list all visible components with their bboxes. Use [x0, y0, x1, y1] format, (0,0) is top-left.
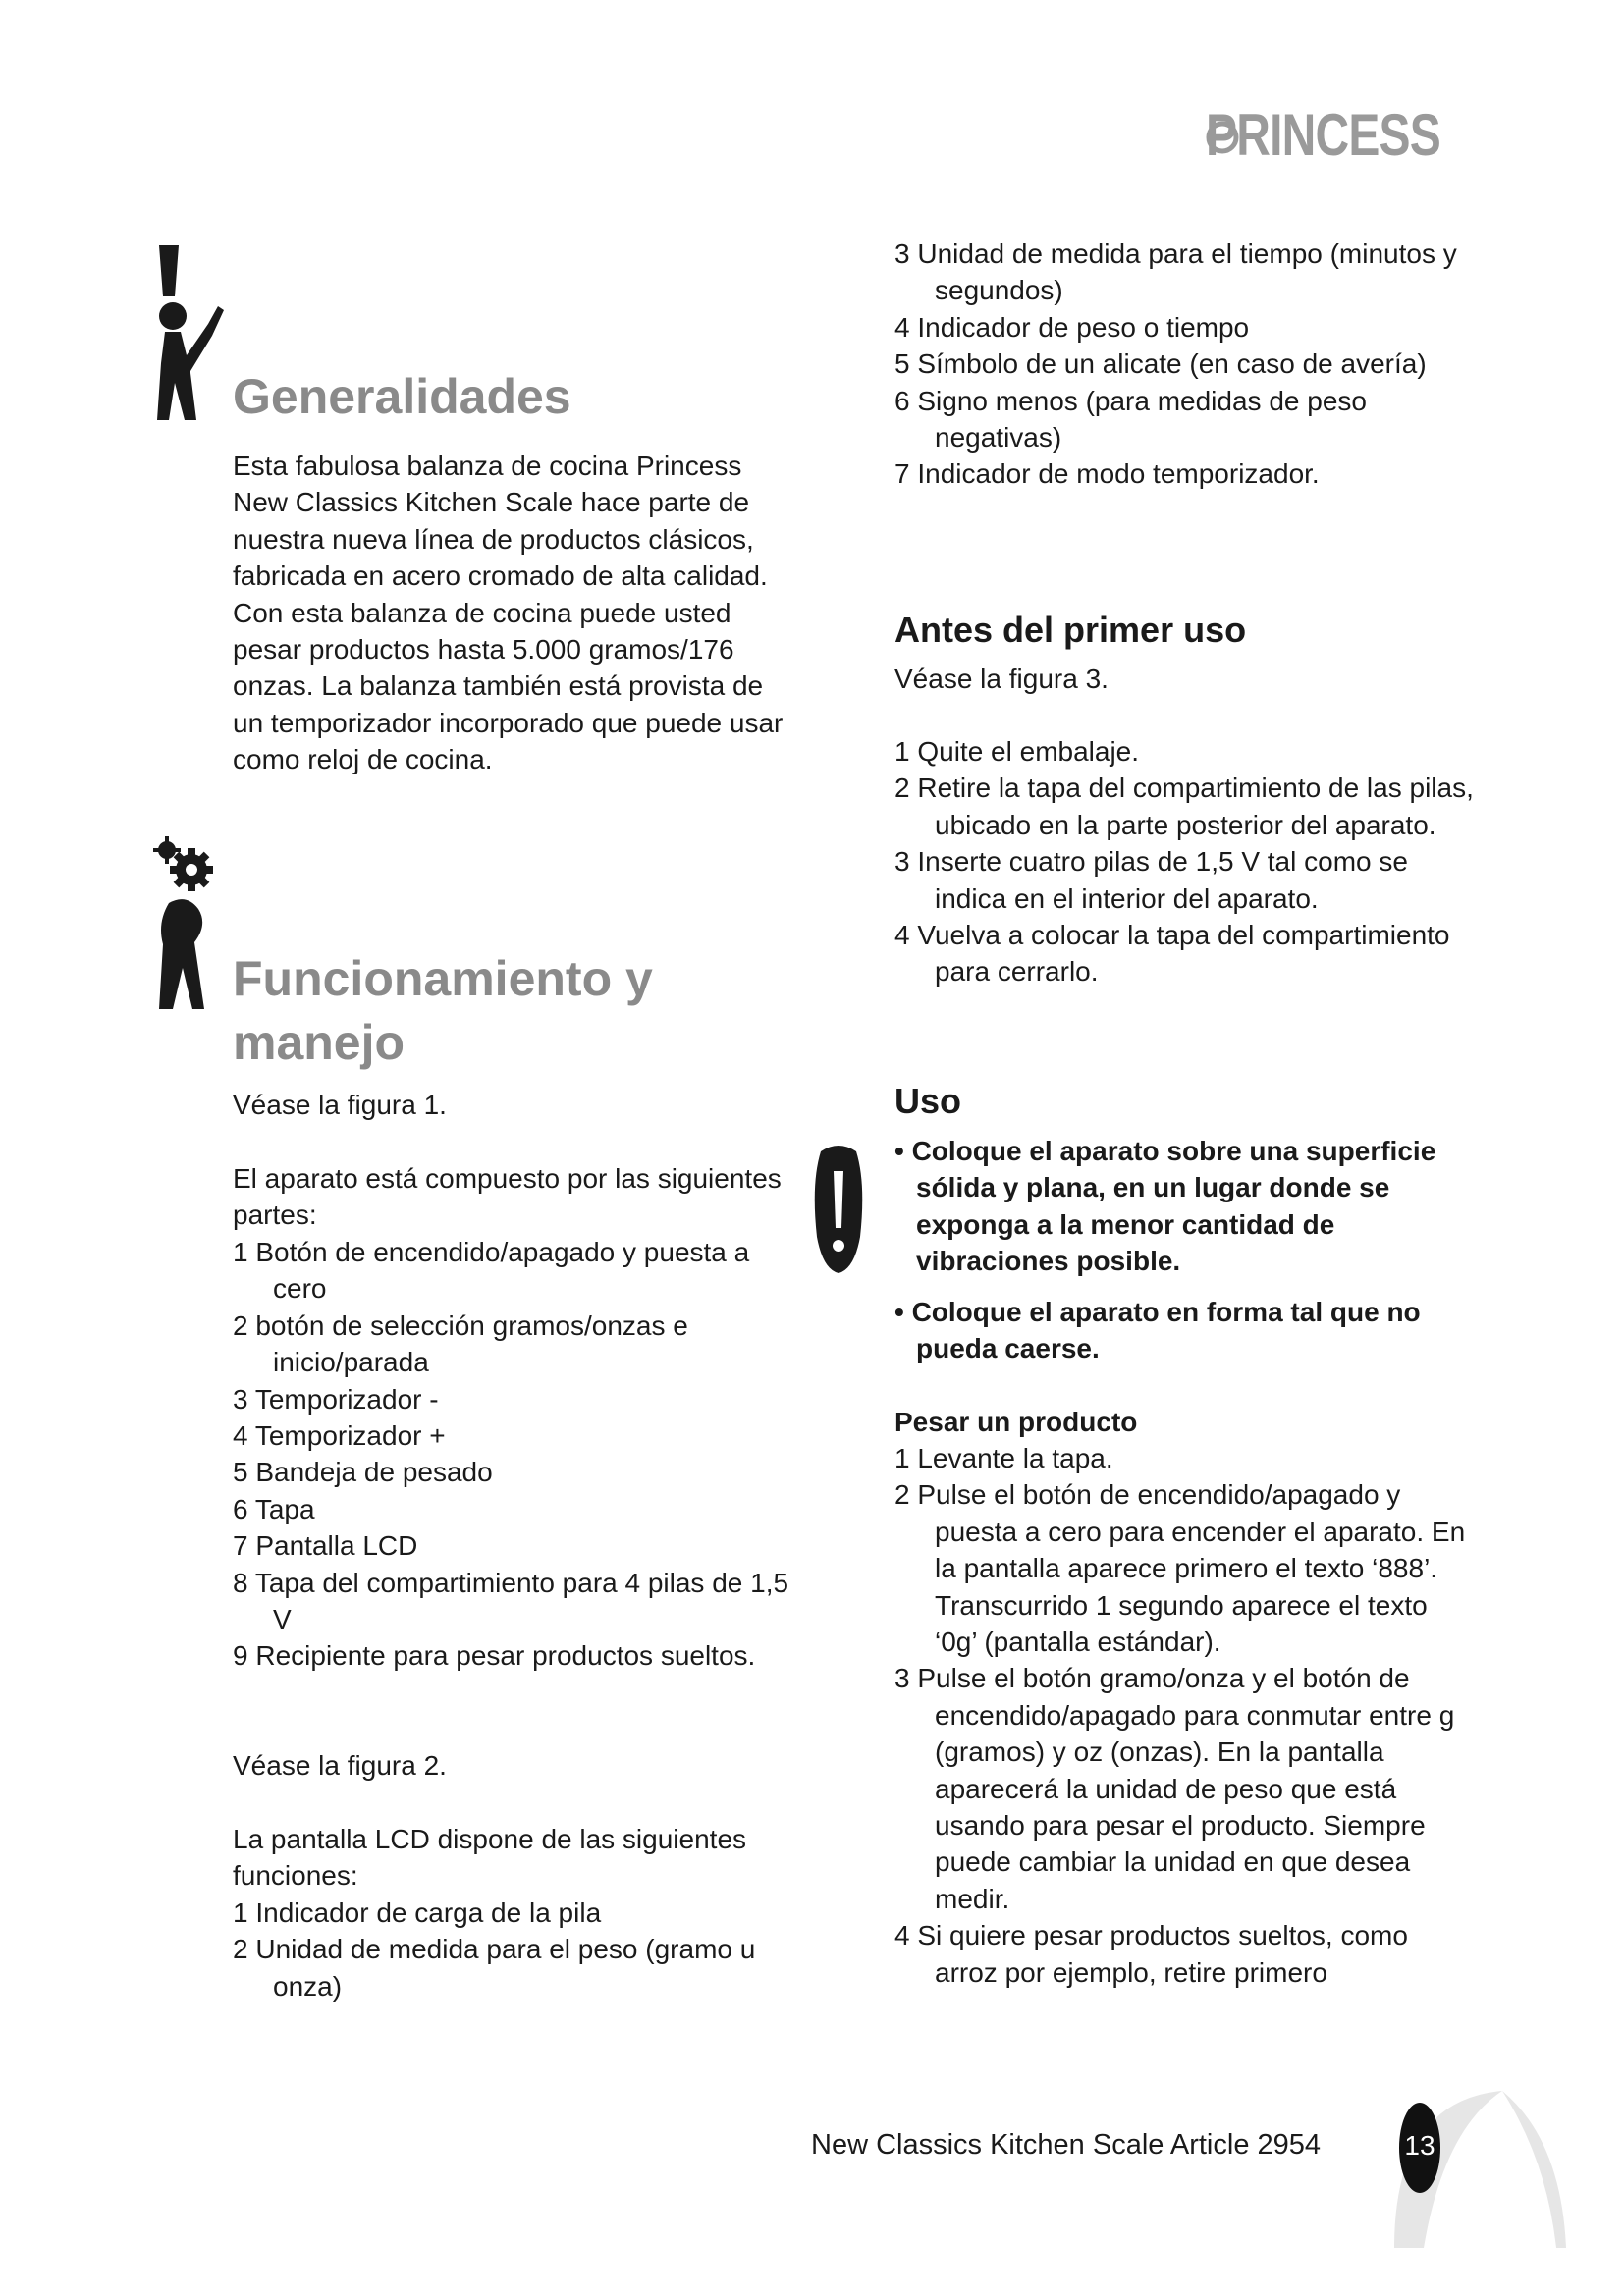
see-figure-3: Véase la figura 3. — [894, 664, 1109, 694]
warnings-list — [894, 1133, 1474, 1280]
list-item: 1 Quite el embalaje. — [894, 736, 1140, 767]
first-use-steps — [894, 733, 1474, 990]
list-item: 5 Bandeja de pesado — [233, 1457, 493, 1488]
warnings-list-2 — [894, 1294, 1474, 1367]
warning-item: • Coloque el aparato sobre una superficie sólida y plana, en un lugar donde se exponga a la menor cantidad de vibraciones posible. — [894, 1136, 1436, 1277]
parts-intro: El aparato está compuesto por las siguientes partes: — [233, 1163, 782, 1231]
see-figure-2: Véase la figura 2. — [233, 1750, 447, 1781]
list-item: 9 Recipiente para pesar productos sueltos. — [233, 1640, 756, 1672]
lcd-functions-list-b — [894, 236, 1474, 493]
section-title-primer-uso: Antes del primer uso — [894, 610, 1247, 650]
section-title-generalidades: Generalidades — [233, 369, 571, 424]
list-item: 3 Unidad de medida para el tiempo (minutos y segundos) — [894, 239, 1457, 306]
exclamation-person-icon — [147, 245, 226, 422]
list-item: 4 Vuelva a colocar la tapa del compartimiento para cerrarlo. — [894, 920, 1450, 988]
list-item: 5 Símbolo de un alicate (en caso de avería) — [894, 348, 1427, 380]
lcd-intro: La pantalla LCD dispone de las siguientes funciones: — [233, 1824, 747, 1892]
see-figure-1: Véase la figura 1. — [233, 1090, 447, 1120]
list-item: 4 Temporizador + — [233, 1420, 446, 1452]
crown-icon — [1206, 118, 1239, 157]
list-item: 8 Tapa del compartimiento para 4 pilas de 1,5 V — [233, 1567, 789, 1635]
list-item: 7 Indicador de modo temporizador. — [894, 458, 1320, 490]
warning-exclamation-icon — [811, 1144, 866, 1276]
list-item: 6 Signo menos (para medidas de peso negativas) — [894, 385, 1367, 454]
princess-logo: PRINCESS — [1206, 102, 1440, 168]
page-number: 13 — [1404, 2130, 1435, 2161]
parts-list — [233, 1234, 792, 1675]
gear-person-icon — [147, 834, 236, 1011]
section-title-uso: Uso — [894, 1081, 962, 1121]
list-item: 2 Retire la tapa del compartimiento de las pilas, ubicado en la parte posterior del aparato. — [894, 773, 1474, 840]
list-item: 4 Si quiere pesar productos sueltos, como arroz por ejemplo, retire primero — [894, 1920, 1408, 1988]
list-item: 1 Botón de encendido/apagado y puesta a cero — [233, 1237, 750, 1305]
section-title-funcionamiento-2: manejo — [233, 1015, 406, 1070]
list-item: 2 Pulse el botón de encendido/apagado y puesta a cero para encender el aparato. En la pantalla aparece primero el texto ‘888’. Transcurrido 1 segundo aparece el texto ‘0g’ (pantalla estándar). — [894, 1479, 1466, 1658]
list-item: 1 Levante la tapa. — [894, 1443, 1113, 1473]
list-item: 2 Unidad de medida para el peso (gramo u onza) — [233, 1934, 756, 2002]
lcd-functions-list-a — [233, 1895, 792, 2004]
page-corner-swoosh — [1355, 2081, 1571, 2258]
weigh-steps — [894, 1440, 1474, 1991]
list-item: 2 botón de selección gramos/onzas e inicio/parada — [233, 1309, 688, 1378]
list-item: 4 Indicador de peso o tiempo — [894, 311, 1250, 343]
footer-text: New Classics Kitchen Scale Article 2954 — [811, 2129, 1322, 2161]
general-body: Esta fabulosa balanza de cocina Princess New Classics Kitchen Scale hace parte de nuestra nueva línea de productos clásicos, fabricada en acero cromado de alta calidad. Con esta balanza de cocina puede usted pesar productos hasta 5.000 gramos/176 onzas. La balanza también está provista de un temporizador incorporado que puede usar como reloj de cocina. — [233, 451, 784, 775]
list-item: 7 Pantalla LCD — [233, 1530, 418, 1562]
list-item: 1 Indicador de carga de la pila — [233, 1897, 602, 1928]
list-item: 3 Temporizador - — [233, 1383, 439, 1415]
warning-item: • Coloque el aparato en forma tal que no pueda caerse. — [894, 1297, 1421, 1364]
list-item: 6 Tapa — [233, 1493, 315, 1524]
list-item: 3 Inserte cuatro pilas de 1,5 V tal como se indica en el interior del aparato. — [894, 846, 1408, 914]
weigh-subtitle: Pesar un producto — [894, 1407, 1138, 1437]
list-item: 3 Pulse el botón gramo/onza y el botón de encendido/apagado para conmutar entre g (gramos) y oz (onzas). En la pantalla aparecerá la unidad de peso que está usando para pesar el producto. Siempre puede cambiar la unidad en que desea medir. — [894, 1663, 1455, 1914]
section-title-funcionamiento-1: Funcionamiento y — [233, 951, 653, 1006]
